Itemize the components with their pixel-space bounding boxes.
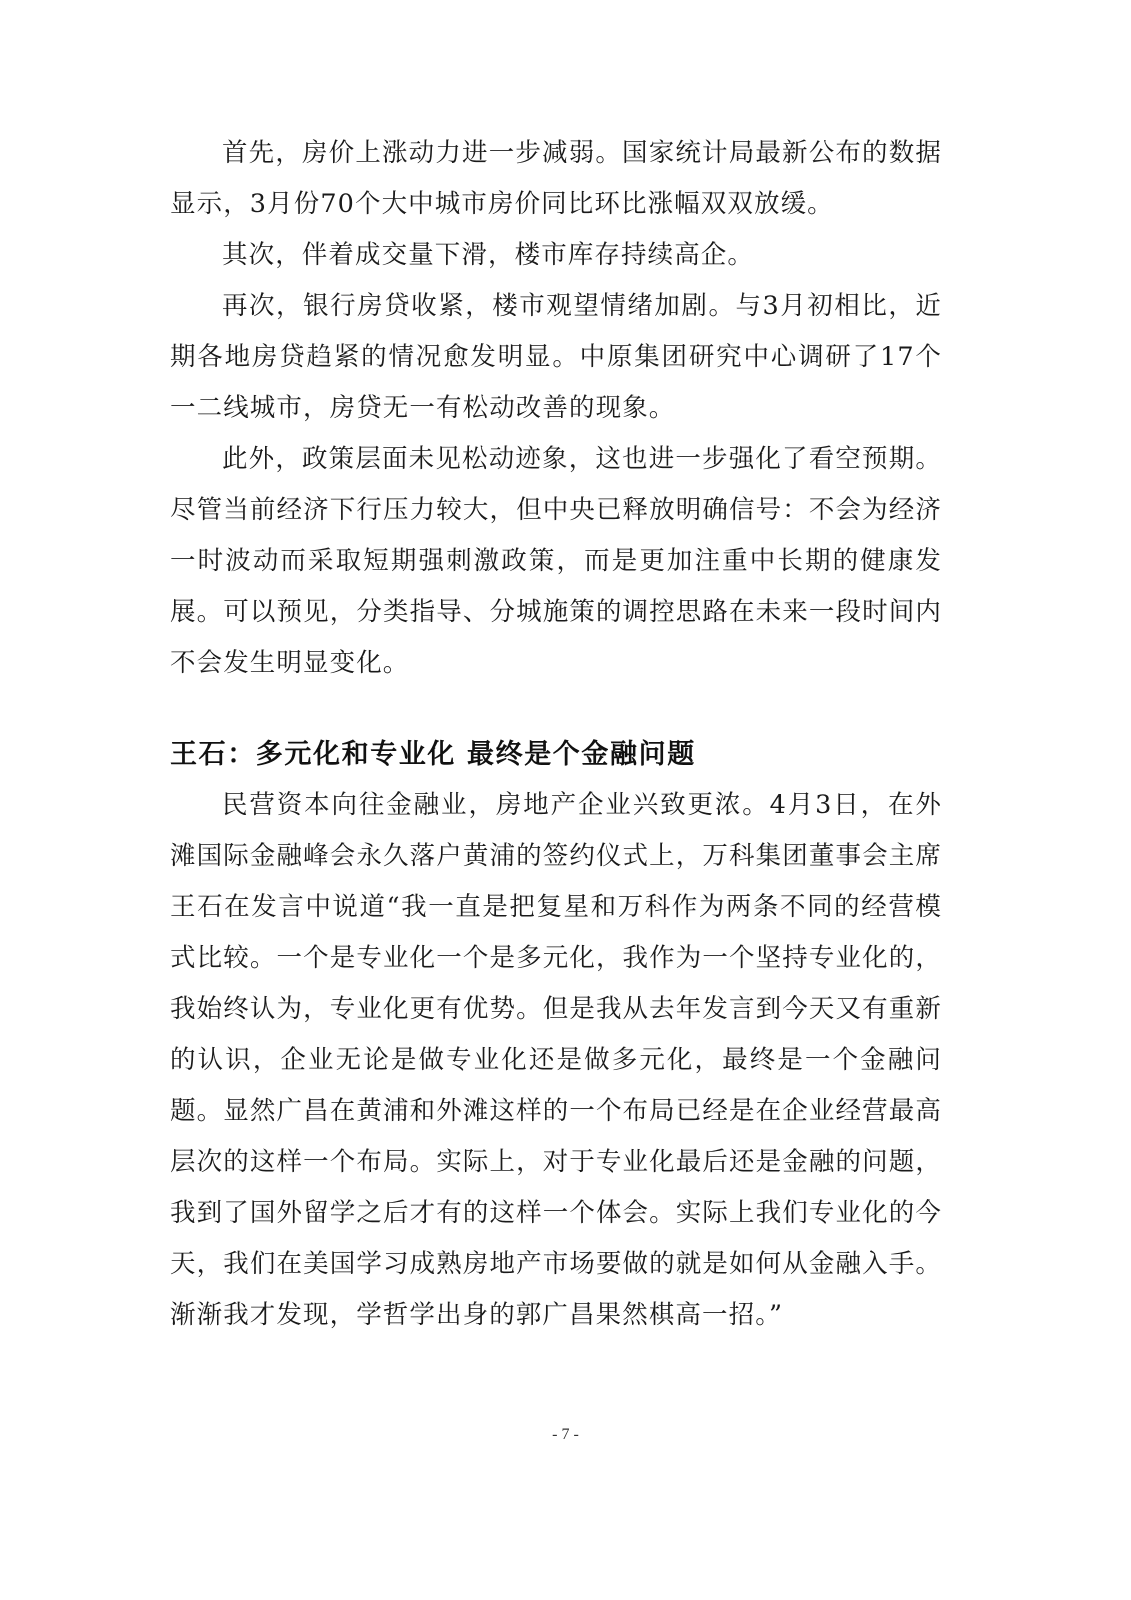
section-heading: 王石：多元化和专业化 最终是个金融问题 (170, 739, 696, 770)
paragraph-wang-shi-speech: 民营资本向往金融业，房地产企业兴致更浓。4月3日，在外滩国际金融峰会永久落户黄浦的签约仪式上，万科集团董事会主席王石在发言中说道“我一直是把复星和万科作为两条不同的经营模式比较。一个是专业化一个是多元化，我作为一个坚持专业化的，我始终认为，专业化更有优势。但是我从去年发言到今天又有重新的认识，企业无论是做专业化还是做多元化，最终是一个金融问题。显然广昌在黄浦和外滩这样的一个布局已经是在企业经营最高层次的这样一个布局。实际上，对于专业化最后还是金融的问题，我到了国外留学之后才有的这样一个体会。实际上我们专业化的今天，我们在美国学习成熟房地产市场要做的就是如何从金融入手。渐渐我才发现，学哲学出身的郭广昌果然棋高一招。” (170, 790, 942, 1330)
paragraph-mortgage-tightening: 再次，银行房贷收紧，楼市观望情绪加剧。与3月初相比，近期各地房贷趋紧的情况愈发明显。中原集团研究中心调研了17个一二线城市，房贷无一有松动改善的现象。 (170, 291, 942, 423)
page-body (170, 128, 942, 1341)
paragraph-house-price-momentum: 首先，房价上涨动力进一步减弱。国家统计局最新公布的数据显示，3月份70个大中城市房价同比环比涨幅双双放缓。 (170, 138, 942, 219)
page-number: - 7 - (552, 1426, 579, 1443)
paragraph-policy-outlook: 此外，政策层面未见松动迹象，这也进一步强化了看空预期。尽管当前经济下行压力较大，但中央已释放明确信号：不会为经济一时波动而采取短期强刺激政策，而是更加注重中长期的健康发展。可以预见，分类指导、分城施策的调控思路在未来一段时间内不会发生明显变化。 (170, 444, 942, 678)
section-spacer (170, 689, 942, 729)
paragraph-inventory: 其次，伴着成交量下滑，楼市库存持续高企。 (222, 240, 755, 270)
